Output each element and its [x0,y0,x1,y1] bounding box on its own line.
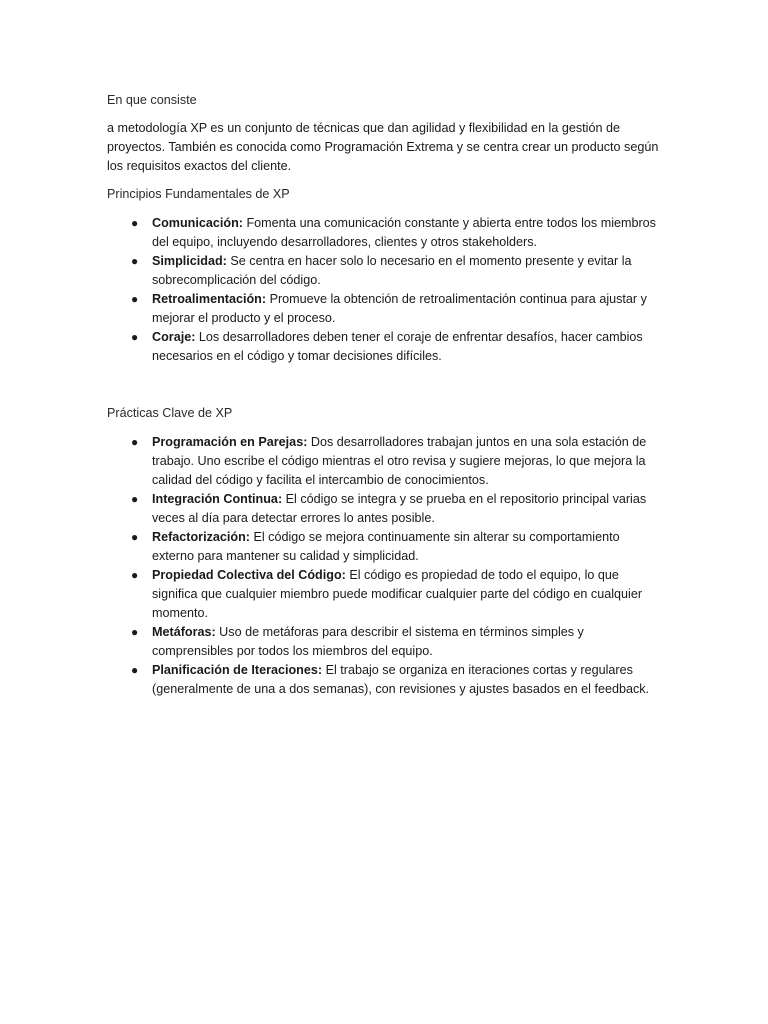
principle-item [107,290,663,328]
intro-paragraph: a metodología XP es un conjunto de técnicas que dan agilidad y flexibilidad en la gestión de proyectos. También es conocida como Programación Extrema y se centra crear un producto según los requisitos exactos del cliente. [107,121,659,173]
practice-text: Uso de metáforas para describir el sistema en términos simples y comprensibles por todos los miembros del equipo. [152,625,584,658]
principle-term: Comunicación: [152,216,243,230]
bullet-icon: ● [131,435,139,449]
principle-text: Se centra en hacer solo lo necesario en el momento presente y evitar la sobrecomplicación del código. [152,254,632,287]
heading-en-que-consiste: En que consiste [107,93,197,107]
principle-text: Fomenta una comunicación constante y abierta entre todos los miembros del equipo, incluyendo desarrolladores, clientes y otros stakeholders. [152,216,656,249]
principle-item [107,252,663,290]
principles-list [107,214,663,366]
principle-term: Simplicidad: [152,254,227,268]
practice-item [107,490,663,528]
heading-practicas: Prácticas Clave de XP [107,406,233,420]
bullet-icon: ● [131,663,139,677]
principle-item [107,328,663,366]
principle-term: Retroalimentación: [152,292,267,306]
practice-item [107,528,663,566]
practice-term: Metáforas: [152,625,216,639]
practice-text: Dos desarrolladores trabajan juntos en una sola estación de trabajo. Uno escribe el código mientras el otro revisa y sugiere mejoras, lo que mejora la calidad del código y facilita el intercambio de conocimientos. [152,435,647,487]
principle-text: Los desarrolladores deben tener el coraje de enfrentar desafíos, hacer cambios necesarios en el código y tomar decisiones difíciles. [152,330,643,363]
practice-text: El código es propiedad de todo el equipo, lo que significa que cualquier miembro puede modificar cualquier parte del código en cualquier momento. [152,568,643,620]
heading-principios: Principios Fundamentales de XP [107,187,290,201]
bullet-icon: ● [131,568,139,582]
bullet-icon: ● [131,492,139,506]
bullet-icon: ● [131,530,139,544]
bullet-icon: ● [131,330,139,344]
principle-text: Promueve la obtención de retroalimentación continua para ajustar y mejorar el producto y el proceso. [152,292,647,325]
practice-term: Refactorización: [152,530,250,544]
practice-item [107,661,663,699]
bullet-icon: ● [131,625,139,639]
practice-text: El código se integra y se prueba en el repositorio principal varias veces al día para detectar errores lo antes posible. [152,492,647,525]
practice-item [107,566,663,623]
practice-item [107,623,663,661]
practice-term: Integración Continua: [152,492,283,506]
practices-list [107,433,663,699]
bullet-icon: ● [131,216,139,230]
practice-term: Programación en Parejas: [152,435,308,449]
bullet-icon: ● [131,254,139,268]
practice-term: Propiedad Colectiva del Código: [152,568,346,582]
practice-item [107,433,663,490]
practice-text: El trabajo se organiza en iteraciones cortas y regulares (generalmente de una a dos semanas), con revisiones y ajustes basados en el feedback. [152,663,650,696]
principle-item [107,214,663,252]
practice-term: Planificación de Iteraciones: [152,663,323,677]
principle-term: Coraje: [152,330,196,344]
practice-text: El código se mejora continuamente sin alterar su comportamiento externo para mantener su calidad y simplicidad. [152,530,620,563]
bullet-icon: ● [131,292,139,306]
